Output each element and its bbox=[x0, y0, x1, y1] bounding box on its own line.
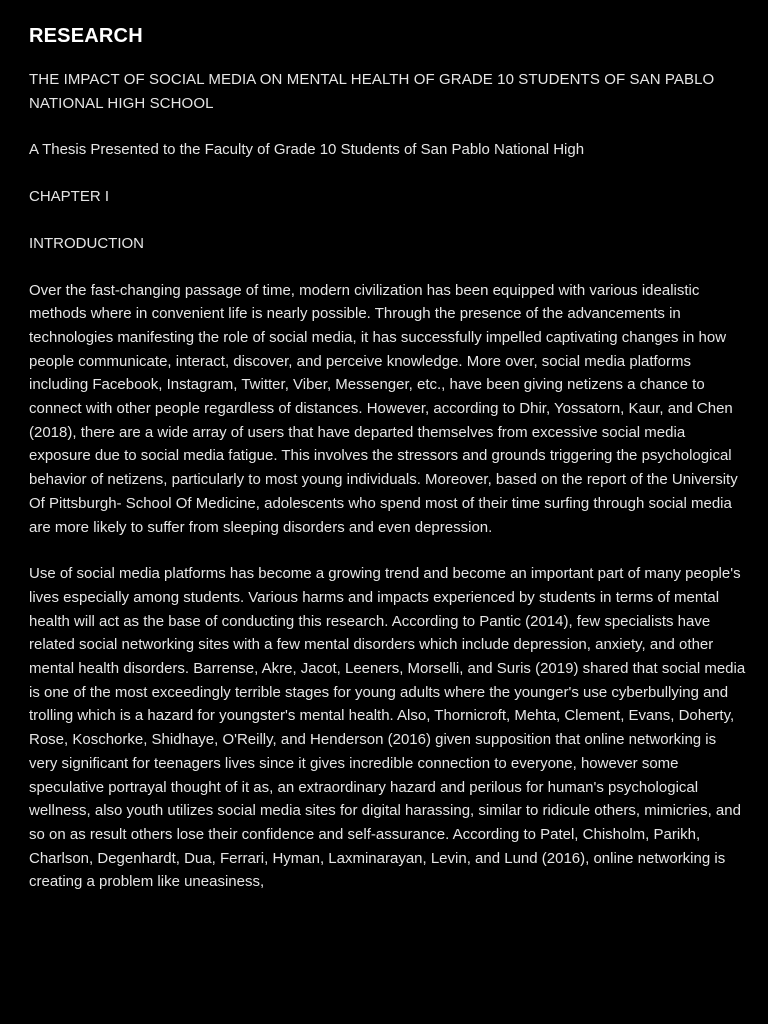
document-heading: RESEARCH bbox=[29, 25, 143, 47]
chapter-label: CHAPTER I bbox=[29, 188, 110, 206]
section-label: INTRODUCTION bbox=[29, 234, 144, 252]
thesis-subtitle: A Thesis Presented to the Faculty of Grade 10 Students of San Pablo National High bbox=[29, 141, 585, 159]
body-paragraph: Use of social media platforms has become a growing trend and become an important part of many people's lives especially among students. Various harms and impacts experienced by students in terms of mental health will act as the base of conducting this research. According to Pantic (2014), few specialists have related social networking sites with a few mental disorders which include depression, anxiety, and other mental health disorders. Barrense, Akre, Jacot, Leeners, Morselli, and Suris (2019) shared that social media is one of the most exceedingly terrible stages for young adults where the younger's use cyberbullying and trolling which is a hazard for youngster's mental health. Also, Thornicroft, Mehta, Clement, Evans, Doherty, Rose, Koschorke, Shidhaye, O'Reilly, and Henderson (2016) given supposition that online networking is very significant for teenagers lives since it gives incredible connection to everyone, however some speculative portrayal thought of it as, an extraordinary hazard and perilous for human's psychological wellness, also youth utilizes social media sites for digital harassing, similar to ridicule others, mimicries, and so on as result others lose their confidence and self-assurance. According to Patel, Chisholm, Parikh, Charlson, Degenhardt, Dua, Ferrari, Hyman, Laxminarayan, Levin, and Lund (2016), online networking is creating a problem like uneasiness, bbox=[29, 565, 746, 891]
thesis-title: THE IMPACT OF SOCIAL MEDIA ON MENTAL HEALTH OF GRADE 10 STUDENTS OF SAN PABLO NATIONAL HIGH SCHOOL bbox=[29, 71, 715, 112]
body-paragraph: Over the fast-changing passage of time, modern civilization has been equipped with various idealistic methods where in convenient life is nearly possible. Through the presence of the advancements in technologies manifesting the role of social media, it has successfully impelled captivating changes in how people communicate, interact, discover, and perceive knowledge. More over, social media platforms including Facebook, Instagram, Twitter, Viber, Messenger, etc., have been giving netizens a chance to connect with other people regardless of distances. However, according to Dhir, Yossatorn, Kaur, and Chen (2018), there are a wide array of users that have departed themselves from excessive social media exposure due to social media fatigue. This involves the stressors and grounds triggering the psychological behavior of netizens, particularly to most young individuals. Moreover, based on the report of the University Of Pittsburgh- School Of Medicine, adolescents who spend most of their time surfing through social media are more likely to suffer from sleeping disorders and even depression. bbox=[29, 281, 738, 536]
document-page bbox=[29, 22, 747, 917]
